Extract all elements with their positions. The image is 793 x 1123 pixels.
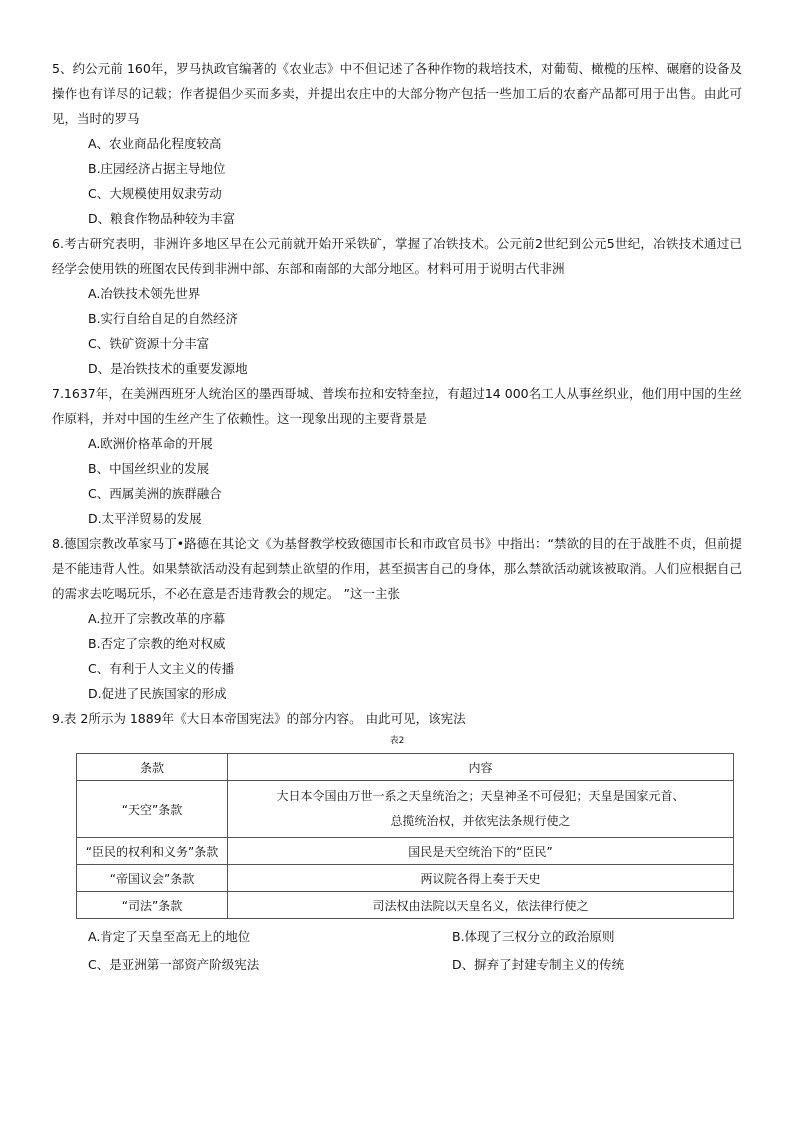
question-5-option-a: A、农业商品化程度较高 [88, 136, 222, 151]
question-9-option-a: A.肯定了天皇至高无上的地位 [88, 929, 251, 944]
question-8-stem: 8.德国宗教改革家马丁•路德在其论文《为基督教学校致德国市长和市政官员书》中指出：“禁欲的目的在于战胜不贞，但前提是不能违背人性。如果禁欲活动没有起到禁止欲望的作用，甚至损害自己的身体，那么禁欲活动就该被取消。人们应根据自己的需求去吃喝玩乐，不必在意是否违背教会的规定。 ”这一主张 [52, 536, 742, 601]
table-row [77, 781, 734, 838]
question-5-stem: 5、约公元前 160年，罗马执政官编著的《农业志》中不但记述了各种作物的栽培技术，对葡萄、橄榄的压榨、碾磨的设备及操作也有详尽的记载；作者提倡少买而多卖，并提出农庄中的大部分物产包括一些加工后的农畜产品都可用于出售。由此可见，当时的罗马 [52, 61, 742, 126]
table-cell-content [228, 781, 734, 838]
table-row [77, 865, 734, 892]
question-6-option-c: C、铁矿资源十分丰富 [88, 336, 210, 351]
question-7-stem: 7.1637年，在美洲西班牙人统治区的墨西哥城、普埃布拉和安特奎拉，有超过14 000名工人从事丝织业，他们用中国的生丝作原料，并对中国的生丝产生了依赖性。这一现象出现的主要背景是 [52, 386, 742, 426]
question-9-option-c: C、是亚洲第一部资产阶级宪法 [88, 957, 260, 972]
table-header-clause: 条款 [77, 754, 228, 781]
question-6-option-a: A.冶铁技术领先世界 [88, 286, 201, 301]
table-cell-content: 司法权由法院以天皇名义，依法律行使之 [228, 892, 734, 919]
table-cell-content: 国民是天空统治下的“臣民” [228, 838, 734, 865]
question-6-option-d: D、是冶铁技术的重要发源地 [88, 361, 248, 376]
question-5-option-b: B.庄园经济占据主导地位 [88, 161, 226, 176]
question-8-option-b: B.否定了宗教的绝对权威 [88, 636, 226, 651]
question-5-option-c: C、大规模使用奴隶劳动 [88, 186, 222, 201]
table-cell-content-line: 总揽统治权，并依宪法条规行使之 [390, 814, 571, 828]
question-8-option-a: A.拉开了宗教改革的序幕 [88, 611, 226, 626]
question-8-option-c: C、有利于人文主义的传播 [88, 661, 235, 676]
question-7-option-a: A.欧洲价格革命的开展 [88, 436, 213, 451]
question-6-option-b: B.实行自给自足的自然经济 [88, 311, 239, 326]
question-9-stem: 9.表 2所示为 1889年《大日本帝国宪法》的部分内容。 由此可见，该宪法 [52, 711, 466, 726]
table-row [77, 838, 734, 865]
table-header-content: 内容 [228, 754, 734, 781]
table-area [52, 749, 742, 1009]
question-9-option-b: B.体现了三权分立的政治原则 [452, 929, 615, 944]
table-caption: 表2 [389, 736, 405, 746]
exam-page [52, 56, 742, 1009]
constitution-table [76, 753, 734, 919]
table-header-row [77, 754, 734, 781]
question-8-option-d: D.促进了民族国家的形成 [88, 686, 227, 701]
table-cell-clause: “臣民的权利和义务”条款 [77, 838, 228, 865]
table-row [77, 892, 734, 919]
question-9-option-d: D、摒弃了封建专制主义的传统 [452, 957, 625, 972]
table-cell-content: 两议院各得上奏于天史 [228, 865, 734, 892]
table-cell-content-line: 大日本令国由万世一系之天皇统治之；天皇神圣不可侵犯；天皇是国家元首、 [276, 789, 685, 803]
table-cell-clause: “天空”条款 [77, 781, 228, 838]
question-7-option-d: D.太平洋贸易的发展 [88, 511, 202, 526]
question-7-option-c: C、西属美洲的族群融合 [88, 486, 222, 501]
table-cell-clause: “帝国议会”条款 [77, 865, 228, 892]
question-5-option-d: D、粮食作物品种较为丰富 [88, 211, 236, 226]
table-cell-clause: “司法”条款 [77, 892, 228, 919]
question-6-stem: 6.考古研究表明，非洲许多地区早在公元前就开始开采铁矿，掌握了冶铁技术。公元前2世纪到公元5世纪，冶铁技术通过已经学会使用铁的班图农民传到非洲中部、东部和南部的大部分地区。材料可用于说明古代非洲 [52, 236, 742, 276]
question-7-option-b: B、中国丝织业的发展 [88, 461, 210, 476]
